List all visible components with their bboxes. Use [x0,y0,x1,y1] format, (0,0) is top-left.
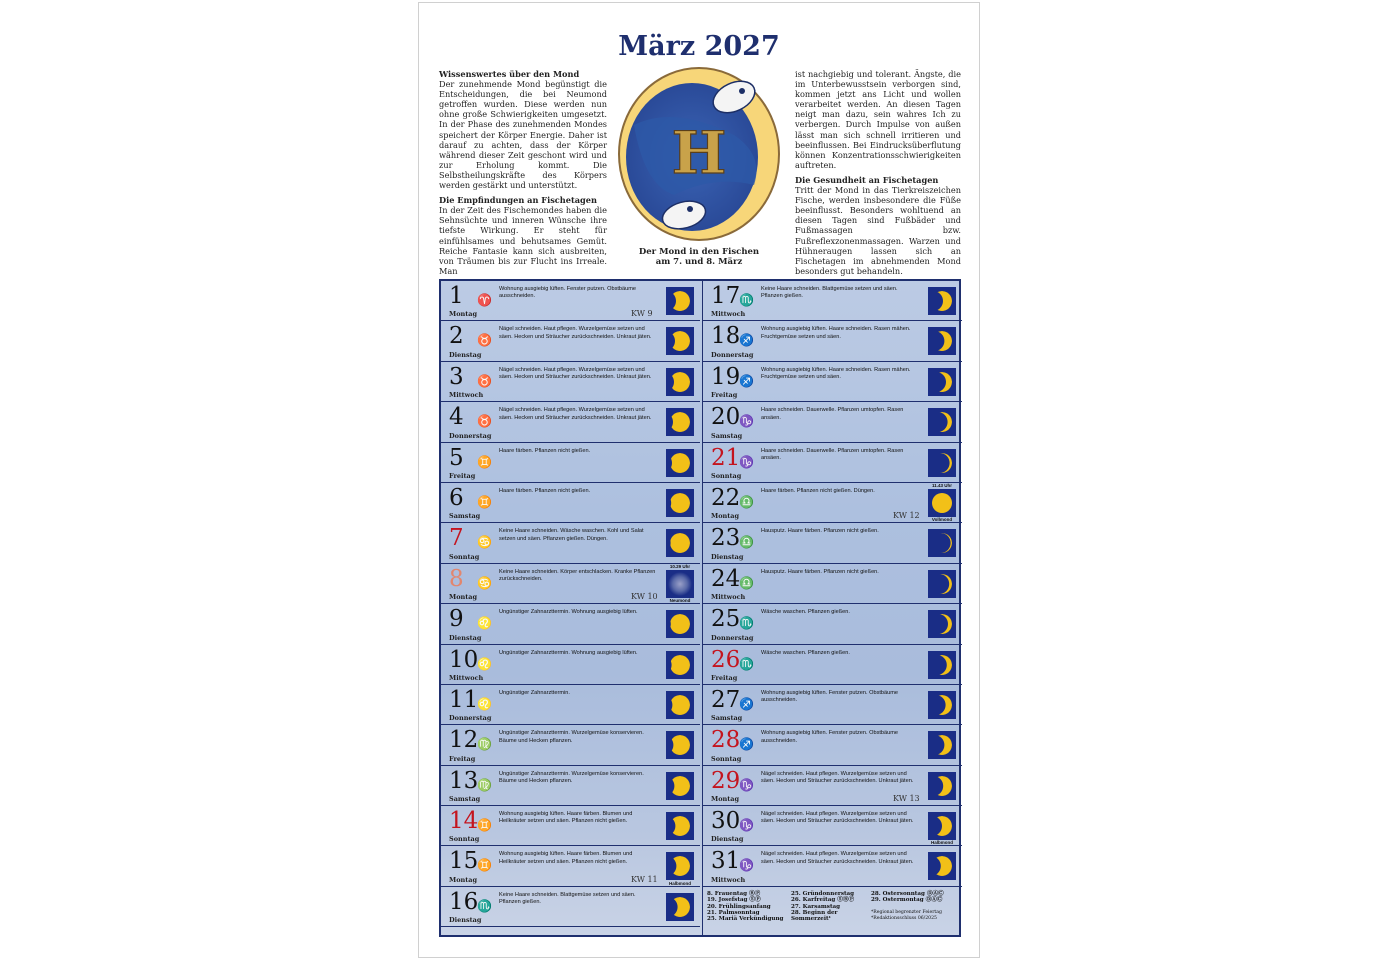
day-tips: Wohnung ausgiebig lüften. Haare schneiden. Rasen mähen. Fruchtgemüse setzen und säen. [761,366,911,381]
day-tips: Ungünstiger Zahnarzttermin. Wohnung ausgiebig lüften. [499,649,638,656]
zodiac-icon: ♑ [739,777,754,792]
day-tips: Ungünstiger Zahnarzttermin. Wohnung ausgiebig lüften. [499,609,638,616]
week-number: KW 10 [631,592,658,602]
day-tips: Hausputz. Haare färben. Pflanzen nicht gießen. [761,528,879,535]
day-tips: Keine Haare schneiden. Blattgemüse setzen und säen. Pflanzen gießen. [761,286,898,300]
moon-phase-icon [666,610,694,638]
weekday-label: Sonntag [711,754,742,763]
day-tips: Nägel schneiden. Haut pflegen. Wurzelgemüse setzen und säen. Hecken und Sträucher zurückschneiden. Unkraut jäten. [499,407,652,421]
weekday-label: Dienstag [449,916,482,925]
zodiac-icon: ♋ [477,575,492,590]
left-heading-1: Wissenswertes über den Mond [439,69,580,79]
weekday-label: Donnerstag [449,714,492,723]
day-tips: Wohnung ausgiebig lüften. Fenster putzen. Obstbäume ausschneiden. [761,730,899,744]
day-number: 20 [711,404,741,431]
day-number: 6 [449,484,464,511]
day-row [703,604,962,644]
zodiac-icon: ♐ [739,737,754,752]
moon-phase-icon [666,449,694,477]
moon-phase-icon [666,368,694,396]
day-row [703,685,962,725]
weekday-label: Mittwoch [449,391,484,400]
week-number: KW 13 [893,794,920,804]
weekday-label: Freitag [449,471,476,480]
moon-phase-label: Halbmond [669,880,691,886]
day-tips: Haare färben. Pflanzen nicht gießen. Düngen. [761,487,875,494]
day-row [703,846,962,886]
pisces-medallion [614,65,784,243]
zodiac-icon: ♍ [477,777,492,792]
day-number: 30 [711,808,741,835]
moon-phase-label: Halbmond [931,840,953,846]
day-row [441,887,700,927]
day-number: 10 [449,646,479,673]
moon-phase-icon [928,651,956,679]
weekday-label: Sonntag [711,471,742,480]
day-tips: Nägel schneiden. Haut pflegen. Wurzelgemüse setzen und säen. Hecken und Sträucher zurückschneiden. Unkraut jäten. [761,851,914,865]
weekday-label: Samstag [711,714,743,723]
week-number: KW 11 [631,874,658,884]
zodiac-icon: ♊ [477,858,492,873]
moon-phase-icon [928,570,956,598]
weekday-label: Mittwoch [711,310,746,319]
moon-phase-icon [928,489,956,517]
weekday-label: Freitag [449,754,476,763]
weekday-label: Montag [711,512,740,521]
zodiac-icon: ♎ [739,494,754,509]
moon-phase-icon [928,691,956,719]
holiday-entry: 26. Karfreitag ⓈⒷⓅ [791,897,854,904]
holiday-entry: 25. Mariä Verkündigung [707,916,784,923]
moon-phase-label: Neumond [669,598,691,604]
zodiac-icon: ♑ [739,454,754,469]
caption-line-1: Der Mond in den Fischen [638,247,760,257]
calendar-grid [439,279,961,937]
weekday-label: Freitag [711,673,738,682]
day-row [441,766,700,806]
moon-phase-icon [666,287,694,315]
moon-phase-icon [666,529,694,557]
day-row [441,685,700,725]
day-number: 17 [711,283,741,309]
medallion-caption [609,247,789,267]
holiday-entry: 29. Ostermontag ⒹⒶⒸ [871,897,943,904]
day-tips: Haare schneiden. Dauerwelle. Pflanzen umtopfen. Rasen ansäen. [761,447,904,461]
holiday-entry: 8. Frauentag ⒷⓅ [707,890,761,897]
moon-phase-icon [928,287,956,315]
weekday-label: Freitag [711,391,738,400]
holiday-entry: 28. Beginn der [791,910,838,917]
right-body-1: ist nachgiebig und tolerant. Ängste, die im Unterbewusstsein verborgen sind, kommen jetzt ans Licht und wollen verarbeitet werden. An diesen Tagen neigt man dazu, sein wahres Ich zu verbergen. Durch Impulse von außen lässt man sich schnell irritieren und beeinflussen. Bei Eindrucksüberflutung können Konzentrationsschwierigkeiten auftreten. [795,69,961,170]
zodiac-icon: ♊ [477,818,492,833]
day-tips: Nägel schneiden. Haut pflegen. Wurzelgemüse setzen und säen. Hecken und Sträucher zurückschneiden. Unkraut jäten. [761,770,914,785]
day-number: 23 [711,525,741,552]
day-number: 25 [711,606,741,633]
weekday-label: Mittwoch [711,593,746,602]
moon-phase-icon [928,449,956,477]
weekday-label: Donnerstag [711,633,754,642]
zodiac-icon: ♏ [739,656,754,671]
moon-phase-icon [928,731,956,759]
moon-phase-icon [666,812,694,840]
day-number: 4 [449,404,464,431]
day-number: 8 [449,565,464,592]
zodiac-icon: ♉ [477,333,492,348]
calendar-left-column [441,281,700,927]
day-number: 21 [711,444,741,471]
left-body-1: Der zunehmende Mond begünstigt die Entscheidungen, die bei Neumond getroffen wurden. Diese werden nun ohne große Schwierigkeiten umgesetzt. In der Phase des zunehmenden Mondes speichert der Körper Energie. Daher ist darauf zu achten, dass der Körper während dieser Zeit geschont wird und zur Erholung kommt. Die Selbstheilungskräfte des Körpers werden gestärkt und unterstützt. [439,79,607,191]
zodiac-icon: ♌ [477,616,492,631]
moon-phase-icon [666,489,694,517]
week-number: KW 12 [893,511,920,521]
weekday-label: Sonntag [449,835,480,844]
day-tips: Nägel schneiden. Haut pflegen. Wurzelgemüse setzen und säen. Hecken und Sträucher zurückschneiden. Unkraut jäten. [499,366,652,381]
moon-phase-icon [666,893,694,921]
day-row [441,483,700,523]
day-tips: Wohnung ausgiebig lüften. Fenster putzen. Obstbäume ausschneiden. [761,689,899,704]
weekday-label: Samstag [449,512,481,521]
weekday-label: Montag [449,310,478,319]
day-tips: Wohnung ausgiebig lüften. Haare färben. Blumen und Heilkräuter setzen und säen. Pflanzen nicht gießen. [499,811,633,825]
moon-phase-icon [666,852,694,880]
day-row [441,564,700,604]
moon-phase-icon [666,408,694,436]
day-number: 9 [449,606,464,633]
day-tips: Keine Haare schneiden. Blattgemüse setzen und säen. Pflanzen gießen. [499,891,636,906]
day-row [441,281,700,321]
day-tips: Haare schneiden. Dauerwelle. Pflanzen umtopfen. Rasen ansäen. [761,407,904,421]
day-number: 15 [449,848,479,875]
weekday-label: Mittwoch [711,875,746,884]
zodiac-icon: ♑ [739,818,754,833]
holiday-column [871,891,944,923]
calendar-right-column [702,281,962,935]
day-number: 13 [449,767,479,794]
day-row [703,766,962,806]
weekday-label: Mittwoch [449,673,484,682]
day-row [441,645,700,685]
day-number: 5 [449,444,464,471]
weekday-label: Donnerstag [449,431,492,440]
day-row [441,604,700,644]
weekday-label: Montag [449,875,478,884]
holiday-column [791,891,854,923]
weekday-label: Donnerstag [711,350,754,359]
holiday-entry: 20. Frühlingsanfang [707,903,771,910]
day-number: 3 [449,363,464,390]
moon-phase-icon [666,772,694,800]
day-row [703,725,962,765]
moon-phase-icon [928,812,956,840]
zodiac-icon: ♋ [477,535,492,550]
weekday-label: Sonntag [449,552,480,561]
moon-phase-label: Vollmond [931,517,953,523]
zodiac-icon: ♏ [477,898,492,913]
day-row [703,362,962,402]
right-body-2: Tritt der Mond in das Tierkreiszeichen Fische, werden insbesondere die Füße beeinflusst. Besonders wohltuend an diesen Tagen sind Fußbäder und Fußmassagen bzw. Fußreflexzonenmassagen. Warzen und Hühneraugen lassen sich an Fischetagen im abnehmenden Mond besonders gut behandeln. [795,185,961,276]
day-row [703,483,962,523]
left-text-column [439,69,607,281]
day-row [441,321,700,361]
day-number: 11 [449,686,479,713]
right-text-column [795,69,961,281]
holiday-column [707,891,783,923]
day-row [441,846,700,886]
weekday-label: Samstag [711,431,743,440]
svg-text:H: H [671,119,727,187]
right-heading-2: Die Gesundheit an Fischetagen [795,174,939,185]
moon-phase-icon [666,327,694,355]
moon-phase-icon [928,368,956,396]
holiday-entry: 21. Palmsonntag [707,910,760,917]
day-number: 12 [449,727,479,754]
day-tips: Ungünstiger Zahnarzttermin. [499,689,570,696]
weekday-label: Dienstag [711,552,744,561]
zodiac-icon: ♊ [477,454,492,469]
zodiac-icon: ♌ [477,656,492,671]
day-number: 24 [711,565,741,592]
zodiac-icon: ♉ [477,414,492,429]
holiday-entry: *Redaktionsschluss 06/2025 [871,916,937,922]
day-row [703,402,962,442]
day-tips: Haare färben. Pflanzen nicht gießen. [499,487,591,494]
moon-phase-icon [928,852,956,880]
day-number: 27 [711,686,741,713]
day-number: 7 [449,525,464,552]
day-row [703,281,962,321]
day-number: 28 [711,727,741,754]
moon-phase-icon [928,327,956,355]
moon-phase-icon [928,610,956,638]
zodiac-icon: ♈ [477,293,492,307]
zodiac-icon: ♍ [477,737,492,752]
zodiac-icon: ♊ [477,494,492,509]
page-title: März 2027 [618,31,780,62]
calendar-page [418,2,980,958]
day-tips: Wohnung ausgiebig lüften. Fenster putzen. Obstbäume ausschneiden. [499,286,637,300]
holiday-entry: 19. Josefstag ⓈⓅ [707,897,761,904]
zodiac-icon: ♐ [739,333,754,348]
day-number: 2 [449,323,464,350]
moon-phase-icon [928,408,956,436]
day-number: 26 [711,646,741,673]
day-number: 22 [711,484,741,511]
day-tips: Wohnung ausgiebig lüften. Haare schneiden. Rasen mähen. Fruchtgemüse setzen und säen. [761,326,911,340]
day-row [703,806,962,846]
holiday-entry: *Regional begrenzter Feiertag [871,910,942,916]
zodiac-icon: ♏ [739,616,754,631]
day-tips: Wäsche waschen. Pflanzen gießen. [761,649,850,656]
day-row [441,523,700,563]
day-tips: Hausputz. Haare färben. Pflanzen nicht gießen. [761,568,879,575]
day-row [441,725,700,765]
day-row [441,402,700,442]
zodiac-icon: ♎ [739,575,754,590]
week-number: KW 9 [631,309,653,319]
day-tips: Nägel schneiden. Haut pflegen. Wurzelgemüse setzen und säen. Hecken und Sträucher zurückschneiden. Unkraut jäten. [761,811,914,825]
day-tips: Wohnung ausgiebig lüften. Haare färben. Blumen und Heilkräuter setzen und säen. Pflanzen nicht gießen. [499,851,633,865]
day-tips: Keine Haare schneiden. Körper entschlacken. Kranke Pflanzen zurückschneiden. [499,568,656,583]
moon-phase-icon [928,772,956,800]
caption-line-2: am 7. und 8. März [655,257,743,267]
weekday-label: Dienstag [449,633,482,642]
day-number: 29 [711,767,741,794]
moon-time-label: 11.43 Uhr [931,482,952,488]
zodiac-icon: ♑ [739,414,754,429]
day-number: 16 [449,888,479,915]
weekday-label: Dienstag [711,835,744,844]
moon-phase-icon [666,651,694,679]
day-number: 14 [449,808,479,835]
left-body-2: In der Zeit des Fischemondes haben die Sehnsüchte und inneren Wünsche ihre tiefste Wirkung. Er steht für einfühlsames und behutsames Gemüt. Reiche Fantasie kann sich ausbreiten, von Träumen bis zur Flucht ins Irreale. Man [439,205,607,276]
holiday-entry: Sommerzeit¹ [791,916,832,923]
holidays-list [703,887,962,927]
zodiac-icon: ♐ [739,373,754,388]
moon-phase-icon [666,731,694,759]
zodiac-icon: ♉ [477,373,492,388]
weekday-label: Montag [711,795,740,804]
day-number: 31 [711,848,741,875]
day-row [703,321,962,361]
day-number: 19 [711,363,741,390]
moon-phase-icon [666,691,694,719]
zodiac-icon: ♎ [739,535,754,550]
day-row [703,645,962,685]
day-tips: Haare färben. Pflanzen nicht gießen. [499,447,591,454]
day-row [441,443,700,483]
weekday-label: Samstag [449,795,481,804]
holiday-entry: 27. Karsamstag [791,903,841,910]
holiday-entry: 25. Gründonnerstag [791,890,855,897]
weekday-label: Dienstag [449,350,482,359]
zodiac-icon: ♏ [739,293,754,307]
left-heading-2: Die Empfindungen an Fischetagen [439,195,597,206]
day-tips: Keine Haare schneiden. Wäsche waschen. Kohl und Salat setzen und säen. Pflanzen gießen. Düngen. [499,528,644,542]
zodiac-icon: ♌ [477,696,492,711]
day-number: 1 [449,283,464,309]
day-tips: Ungünstiger Zahnarzttermin. Wurzelgemüse konservieren. Bäume und Hecken pflanzen. [499,730,644,744]
day-row [703,523,962,563]
day-tips: Nägel schneiden. Haut pflegen. Wurzelgemüse setzen und säen. Hecken und Sträucher zurückschneiden. Unkraut jäten. [499,326,652,340]
moon-time-label: 10.29 Uhr [669,563,691,569]
zodiac-icon: ♑ [739,858,754,873]
weekday-label: Montag [449,593,478,602]
zodiac-icon: ♐ [739,696,754,711]
day-tips: Ungünstiger Zahnarzttermin. Wurzelgemüse konservieren. Bäume und Hecken pflanzen. [499,770,644,785]
moon-phase-icon [666,570,694,598]
day-tips: Wäsche waschen. Pflanzen gießen. [761,609,850,616]
day-row [441,362,700,402]
holiday-entry: 28. Ostersonntag ⒹⒶⒸ [871,890,944,897]
moon-phase-icon [928,529,956,557]
day-number: 18 [711,323,741,350]
day-row [703,564,962,604]
day-row [703,443,962,483]
day-row [441,806,700,846]
holidays-box [703,887,962,927]
